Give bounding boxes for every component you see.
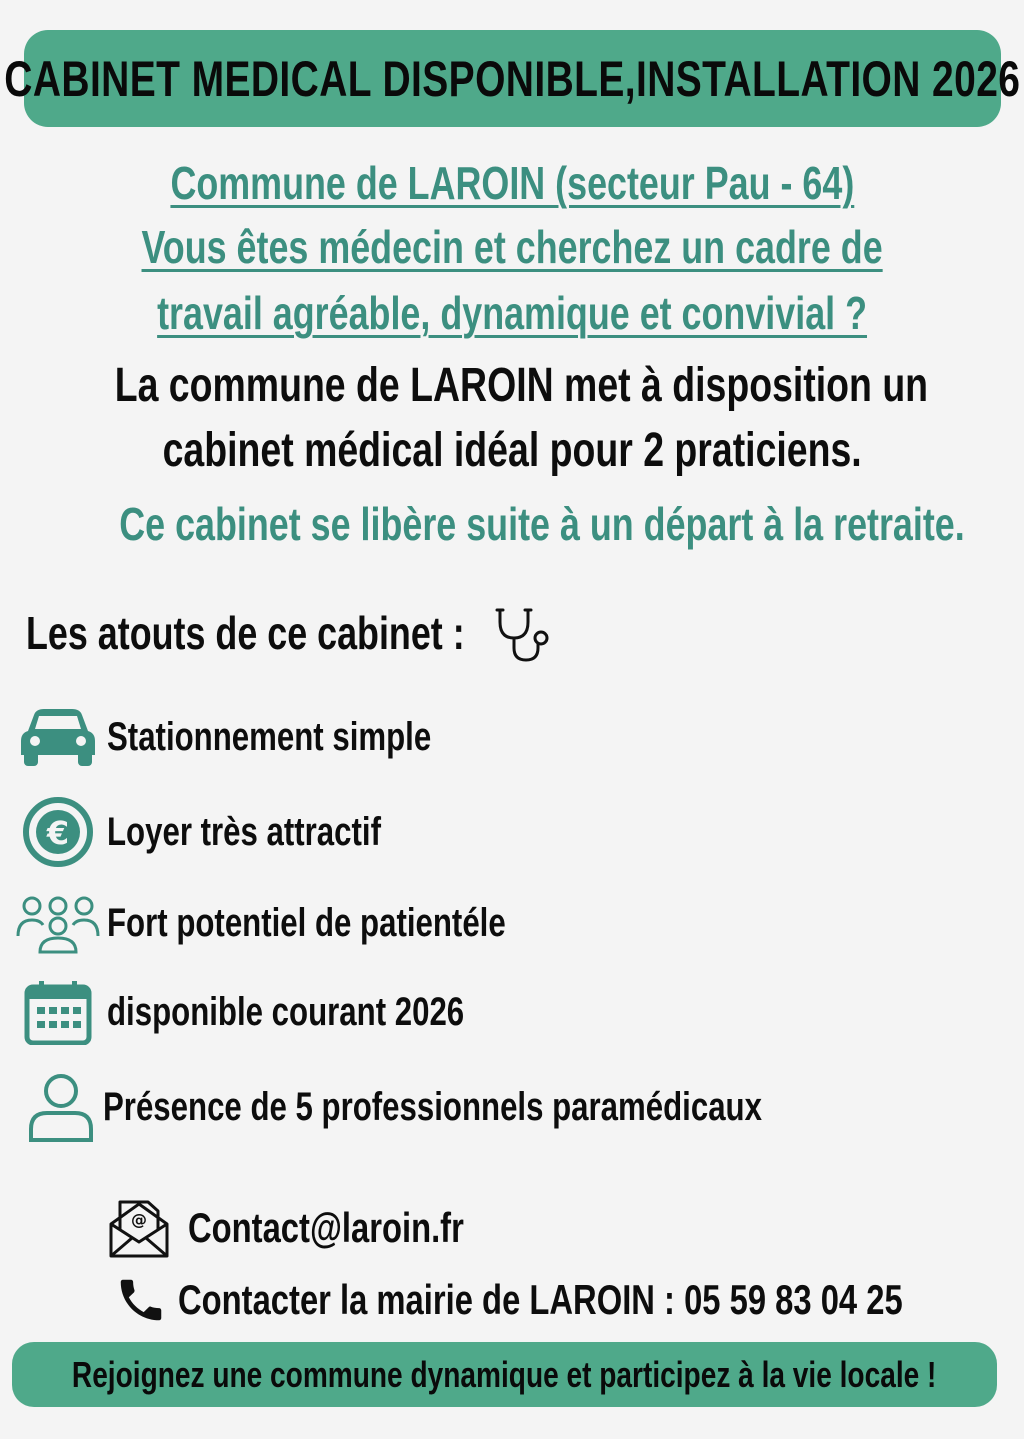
intro-commune-text: Commune de LAROIN (secteur Pau - 64) [170,157,854,209]
contact-phone[interactable] [178,1268,1024,1332]
footer-text: Rejoignez une commune dynamique et participez à la vie locale ! [72,1353,937,1395]
intro-question-text-2: travail agréable, dynamique et convivial ? [157,287,867,339]
calendar-icon [16,977,100,1047]
contact-email-text[interactable]: Contact@laroin.fr [188,1204,464,1251]
intro-line-question-1 [0,216,1024,278]
euro-icon [16,797,100,867]
footer-banner [12,1342,997,1407]
feature-label: Stationnement simple [107,714,432,759]
intro-offer-text-2: cabinet médical idéal pour 2 praticiens. [162,424,862,477]
intro-retirement-text: Ce cabinet se libère suite à un départ à la retraite. [119,498,965,550]
contact-email[interactable] [188,1196,542,1260]
svg-text:€: € [46,814,70,852]
svg-text:@: @ [131,1210,147,1229]
atouts-heading-text: Les atouts de ce cabinet : [26,607,465,659]
intro-offer-text-1: La commune de LAROIN met à disposition un [114,359,929,412]
person-icon [16,1072,100,1142]
feature-label: Fort potentiel de patientéle [107,900,506,945]
feature-label: Présence de 5 professionnels paramédicaux [103,1084,762,1129]
intro-line-commune [0,152,1024,214]
intro-line-retirement [0,493,1024,555]
phone-icon [114,1272,168,1328]
intro-question-text-1: Vous êtes médecin et cherchez un cadre de [141,221,883,273]
contact-phone-text[interactable]: Contacter la mairie de LAROIN : 05 59 83 04 25 [178,1276,903,1323]
feature-label: Loyer très attractif [107,809,381,854]
intro-line-question-2 [0,282,1024,344]
intro-line-offer-1 [0,354,1024,418]
intro-line-offer-2 [0,419,1024,483]
people-group-icon [16,888,100,958]
page-title: CABINET MEDICAL DISPONIBLE,INSTALLATION 2026 [4,50,1021,107]
feature-label: disponible courant 2026 [107,989,465,1034]
email-icon [108,1198,170,1260]
stethoscope-icon [494,604,554,664]
car-icon [16,702,100,772]
header-banner [4,30,1021,127]
